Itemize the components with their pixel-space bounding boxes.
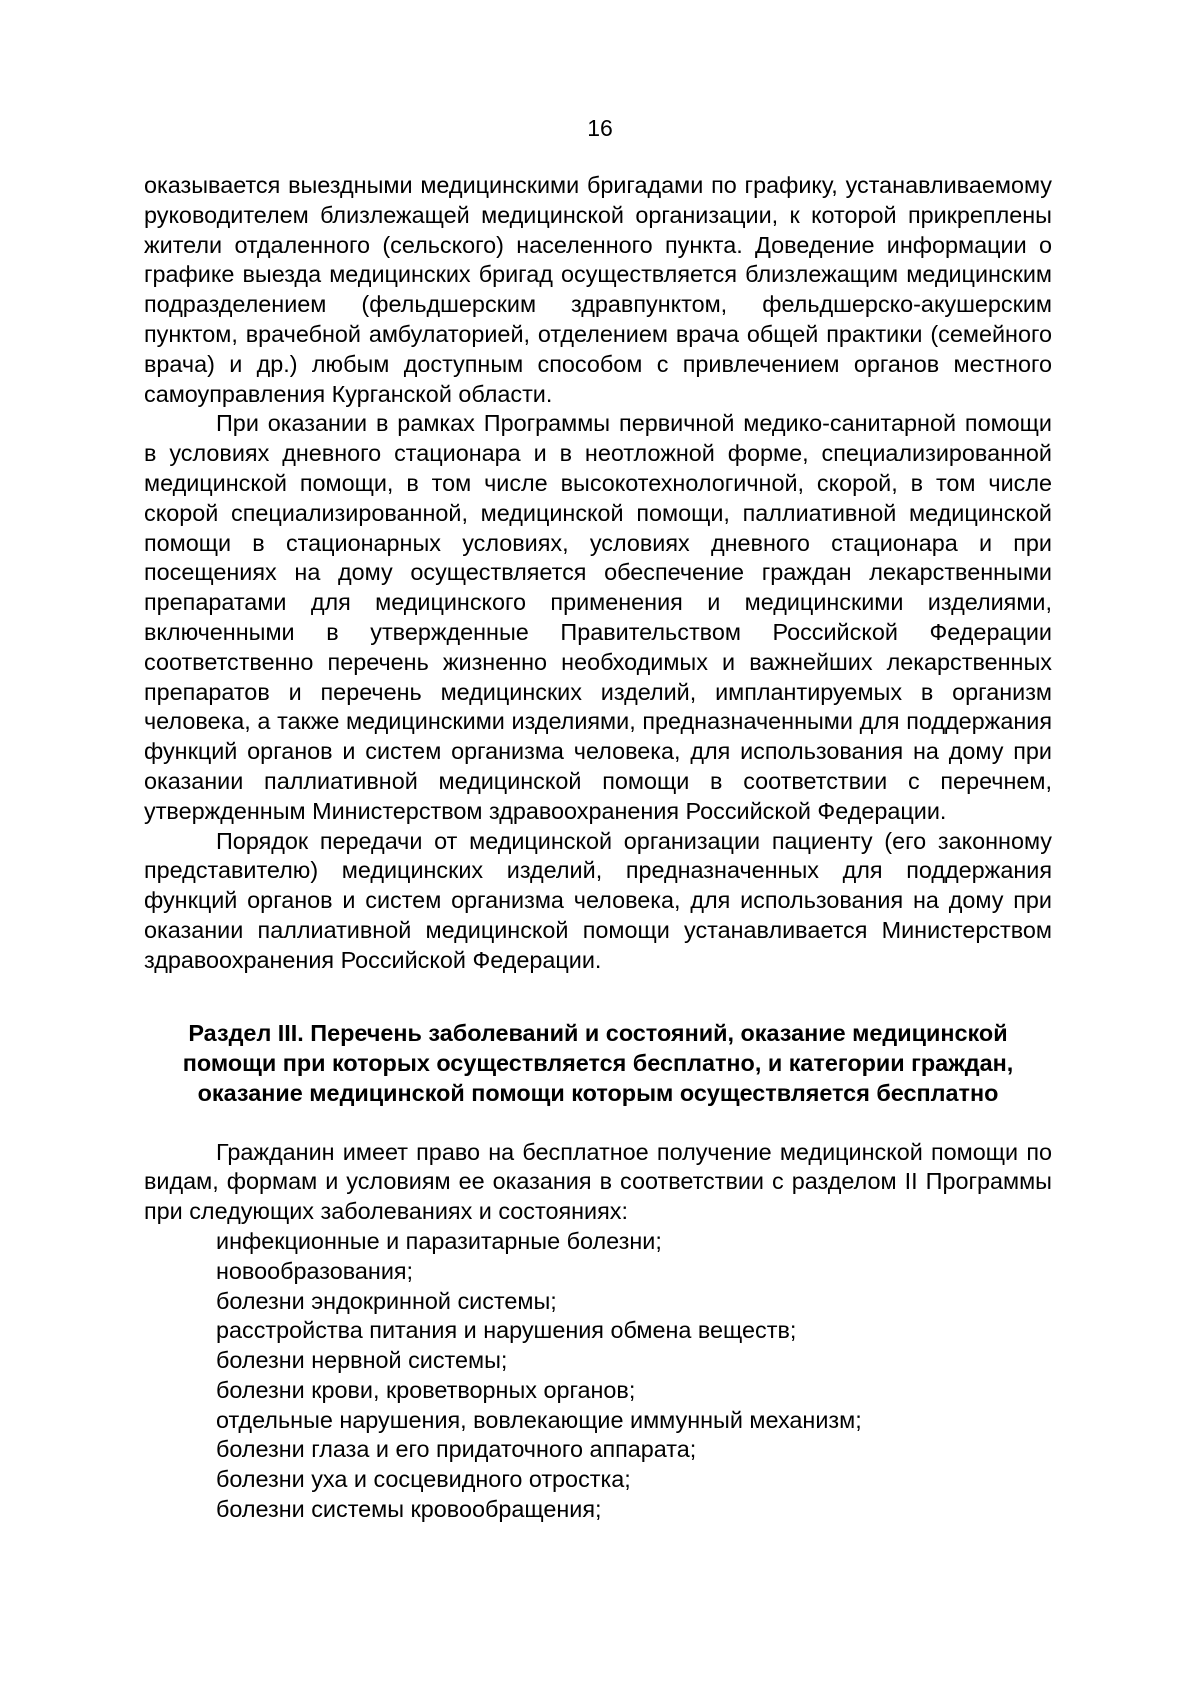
paragraph-device-transfer-procedure: Порядок передачи от медицинской организации пациенту (его законному представителю) медицинских изделий, предназначенных для поддержания функций органов и систем организма человека, для использования на дому при оказании паллиативной медицинской помощи устанавливается Министерством здравоохранения Российской Федерации. [144,827,1052,973]
document-body [144,171,1052,1525]
page-number: 16 [587,115,613,141]
section-heading [144,1018,1052,1108]
condition-item: инфекционные и паразитарные болезни; [216,1227,662,1254]
paragraph-medication-provision: При оказании в рамках Программы первичной медико-санитарной помощи в условиях дневного стационара и в неотложной форме, специализированной медицинской помощи, в том числе высокотехнологичной, скорой, в том числе скорой специализированной, медицинской помощи, паллиативной медицинской помощи в стационарных условиях, условиях дневного стационара и при посещениях на дому осуществляется обеспечение граждан лекарственными препаратами для медицинского применения и медицинскими изделиями, включенными в утвержденные Правительством Российской Федерации соответственно перечень жизненно необходимых и важнейших лекарственных препаратов и перечень медицинских изделий, имплантируемых в организм человека, а также медицинскими изделиями, предназначенными для поддержания функций органов и систем организма человека, для использования на дому при оказании паллиативной медицинской помощи в соответствии с перечнем, утвержденным Министерством здравоохранения Российской Федерации. [144,410,1052,824]
section-heading-line: Раздел III. Перечень заболеваний и состояний, оказание медицинской [188,1019,1008,1046]
section-heading-line: помощи при которых осуществляется бесплатно, и категории граждан, [182,1049,1014,1076]
condition-item: болезни уха и сосцевидного отростка; [216,1466,631,1493]
condition-item: болезни эндокринной системы; [216,1287,557,1314]
condition-item: болезни системы кровообращения; [216,1496,602,1523]
condition-item: расстройства питания и нарушения обмена веществ; [216,1317,797,1344]
condition-item: болезни глаза и его придаточного аппарата; [216,1436,697,1463]
section-content [144,1138,1052,1525]
condition-item: новообразования; [216,1257,414,1284]
section-heading-line: оказание медицинской помощи которым осуществляется бесплатно [197,1079,999,1106]
section-intro-paragraph: Гражданин имеет право на бесплатное получение медицинской помощи по видам, формам и условиям ее оказания в соответствии с разделом II Программы при следующих заболеваниях и состояниях: [144,1138,1052,1225]
condition-item: болезни крови, кроветворных органов; [216,1376,636,1403]
paragraph-continuation: оказывается выездными медицинскими бригадами по графику, устанавливаемому руководителем близлежащей медицинской организации, к которой прикреплены жители отдаленного (сельского) населенного пункта. Доведение информации о графике выезда медицинских бригад осуществляется близлежащим медицинским подразделением (фельдшерским здравпунктом, фельдшерско-акушерским пунктом, врачебной амбулаторией, отделением врача общей практики (семейного врача) и др.) любым доступным способом с привлечением органов местного самоуправления Курганской области. [144,172,1052,407]
condition-item: отдельные нарушения, вовлекающие иммунный механизм; [216,1406,862,1433]
conditions-list [144,1227,1052,1525]
condition-item: болезни нервной системы; [216,1347,508,1374]
